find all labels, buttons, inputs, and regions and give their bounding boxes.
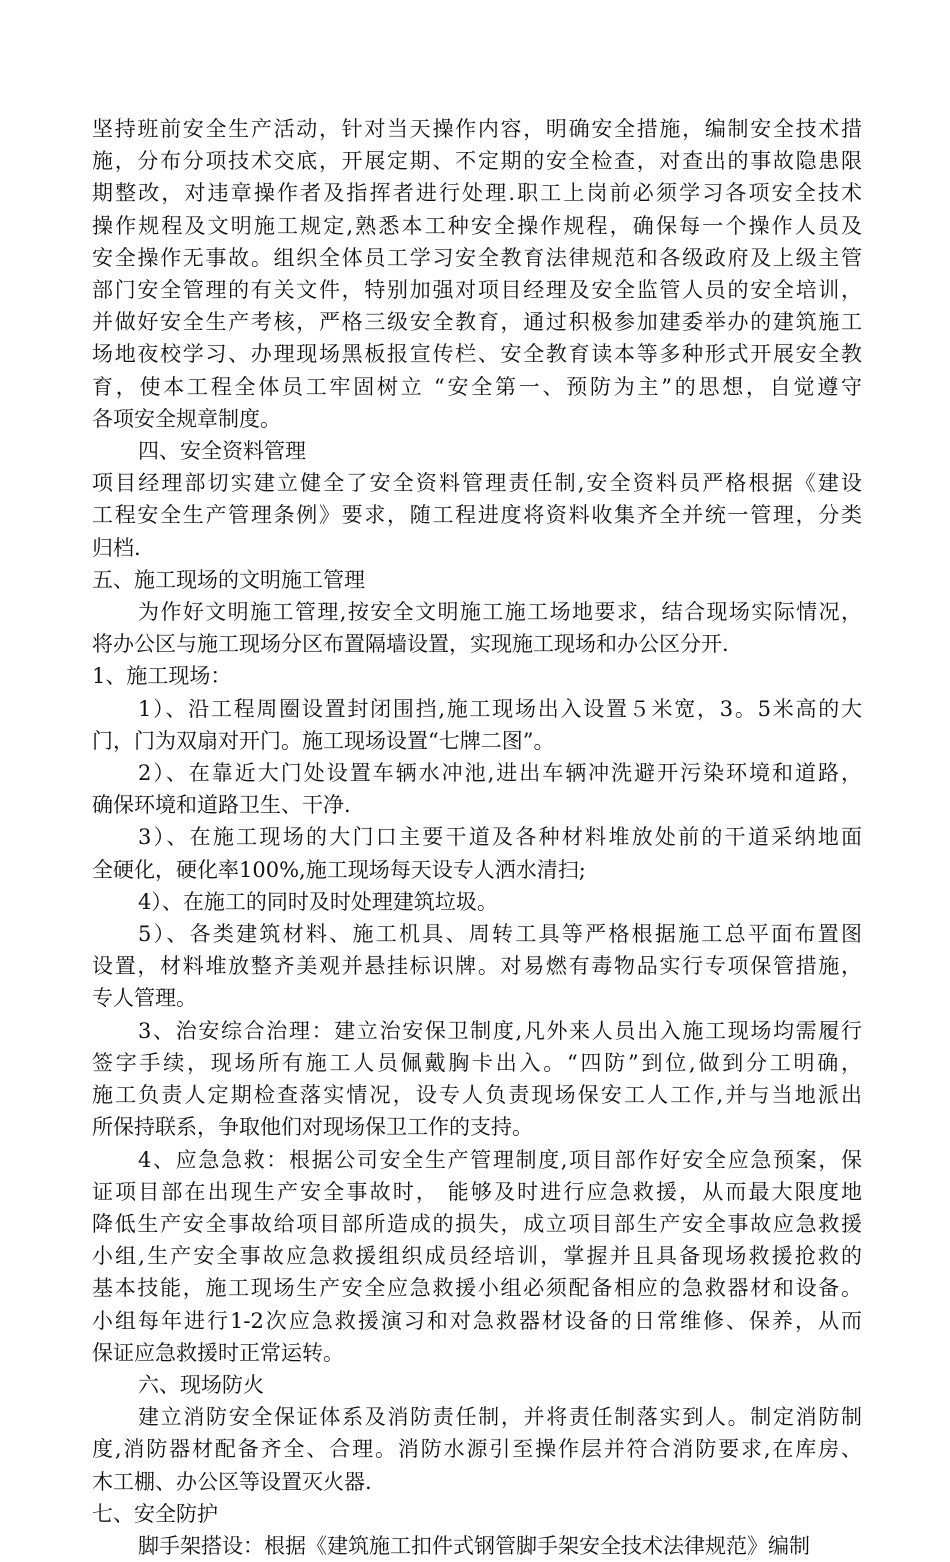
text-line: 4）、在施工的同时及时处理建筑垃圾。 xyxy=(138,889,498,914)
text-line: 1、施工现场： xyxy=(92,664,232,689)
text-line: 部门安全管理的有关文件，特别加强对项目经理及安全监管人员的安全培训， xyxy=(92,278,862,303)
document-page xyxy=(92,113,862,1562)
text-line: 确保环境和道路卫生、干净. xyxy=(92,793,351,818)
text-line: 木工棚、办公区等设置灭火器. xyxy=(92,1469,372,1494)
text-line: 并做好安全生产考核，严格三级安全教育，通过积极参加建委举办的建筑施工 xyxy=(92,310,862,335)
text-line: 5）、各类建筑材料、施工机具、周转工具等严格根据施工总平面布置图 xyxy=(138,922,862,947)
text-line: 降低生产安全事故给项目部所造成的损失，成立项目部生产安全事故应急救援 xyxy=(92,1211,862,1236)
text-line: 脚手架搭设：根据《建筑施工扣件式钢管脚手架安全技术法律规范》编制 xyxy=(138,1533,810,1558)
text-line: 证项目部在出现生产安全事故时， 能够及时进行应急救援，从而最大限度地 xyxy=(92,1179,862,1204)
text-line: 基本技能，施工现场生产安全应急救援小组必须配备相应的急救器材和设备。 xyxy=(92,1276,862,1301)
text-line: 所保持联系，争取他们对现场保卫工作的支持。 xyxy=(92,1115,533,1140)
text-line: 门，门为双扇对开门。施工现场设置“七牌二图”。 xyxy=(92,728,555,753)
text-line: 操作规程及文明施工规定,熟悉本工种安全操作规程，确保每一个操作人员及 xyxy=(92,213,862,238)
text-line: 2）、在靠近大门处设置车辆水冲池,进出车辆冲洗避开污染环境和道路， xyxy=(138,761,862,786)
text-line: 建立消防安全保证体系及消防责任制，并将责任制落实到人。制定消防制 xyxy=(138,1405,862,1430)
text-line: 四、安全资料管理 xyxy=(138,439,306,464)
text-line: 七、安全防护 xyxy=(92,1501,218,1526)
text-line: 保证应急救援时正常运转。 xyxy=(92,1340,344,1365)
text-line: 安全操作无事故。组织全体员工学习安全教育法律规范和各级政府及上级主管 xyxy=(92,245,862,270)
text-line: 坚持班前安全生产活动，针对当天操作内容，明确安全措施，编制安全技术措 xyxy=(92,117,862,141)
text-line: 专人管理。 xyxy=(92,986,197,1011)
text-line: 施，分布分项技术交底，开展定期、不定期的安全检查，对查出的事故隐患限 xyxy=(92,149,862,174)
text-line: 4、应急急救：根据公司安全生产管理制度,项目部作好安全应急预案，保 xyxy=(138,1147,862,1172)
text-line: 1）、沿工程周圈设置封闭围挡,施工现场出入设置５米宽，3。5米高的大 xyxy=(138,696,862,721)
text-line: 签字手续，现场所有施工人员佩戴胸卡出入。“四防”到位,做到分工明确， xyxy=(92,1050,862,1075)
text-line: 小组每年进行1-2次应急救援演习和对急救器材设备的日常维修、保养，从而 xyxy=(92,1308,862,1333)
text-line: 为作好文明施工管理,按安全文明施工施工场地要求，结合现场实际情况， xyxy=(138,600,862,625)
text-line: 各项安全规章制度。 xyxy=(92,406,281,431)
text-line: 场地夜校学习、办理现场黑板报宣传栏、安全教育读本等多种形式开展安全教 xyxy=(92,342,862,367)
text-line: 期整改，对违章操作者及指挥者进行处理.职工上岗前必须学习各项安全技术 xyxy=(92,181,862,206)
text-line: 全硬化，硬化率100%,施工现场每天设专人洒水清扫; xyxy=(92,857,586,882)
text-line: 育，使本工程全体员工牢固树立 “安全第一、预防为主”的思想，自觉遵守 xyxy=(92,374,862,399)
text-line: 五、施工现场的文明施工管理 xyxy=(92,567,365,592)
text-line: 六、现场防火 xyxy=(138,1372,264,1397)
text-line: 施工负责人定期检查落实情况，设专人负责现场保安工人工作,并与当地派出 xyxy=(92,1083,862,1108)
text-line: 3、治安综合治理：建立治安保卫制度,凡外来人员出入施工现场均需履行 xyxy=(138,1018,862,1043)
text-line: 归档. xyxy=(92,535,141,560)
text-line: 将办公区与施工现场分区布置隔墙设置，实现施工现场和办公区分开. xyxy=(92,632,729,657)
text-line: 项目经理部切实建立健全了安全资料管理责任制,安全资料员严格根据《建设 xyxy=(92,471,862,496)
text-line: 工程安全生产管理条例》要求，随工程进度将资料收集齐全并统一管理，分类 xyxy=(92,503,862,528)
text-line: 设置，材料堆放整齐美观并悬挂标识牌。对易燃有毒物品实行专项保管措施， xyxy=(92,954,862,979)
text-line: 3）、在施工现场的大门口主要干道及各种材料堆放处前的干道采纳地面 xyxy=(138,825,862,850)
text-line: 小组,生产安全事故应急救援组织成员经培训，掌握并且具备现场救援抢救的 xyxy=(92,1244,862,1269)
text-line: 度,消防器材配备齐全、合理。消防水源引至操作层并符合消防要求,在库房、 xyxy=(92,1437,862,1462)
